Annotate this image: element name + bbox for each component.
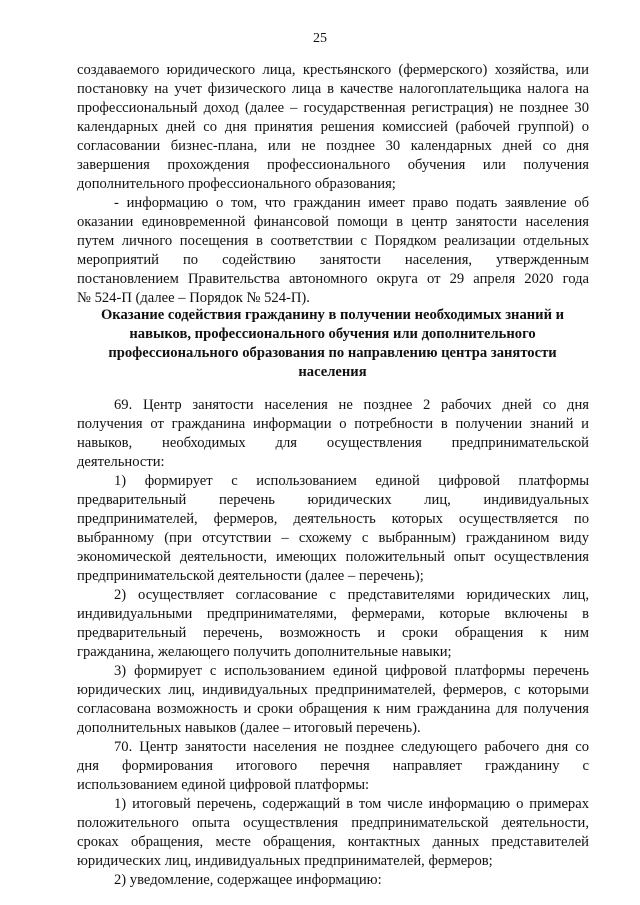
text-line: путем личного посещения в соответствии с Порядком реализации отдельных <box>77 233 589 249</box>
text-line: индивидуальными предпринимателями, фермерами, которые включены в <box>77 606 589 622</box>
section-heading-line: населения <box>298 364 367 380</box>
text-line: завершения прохождения профессионального обучения или получения <box>77 157 589 173</box>
text-line: 3) формирует с использованием единой цифровой платформы перечень <box>114 663 589 679</box>
text-line: № 524-П (далее – Порядок № 524-П). <box>77 290 310 306</box>
text-line: предпринимателей, фермеров, деятельность которых осуществляется по <box>77 511 589 527</box>
text-line: получения от гражданина информации о потребности в получении знаний и <box>77 416 589 432</box>
text-line: - информацию о том, что гражданин имеет право подать заявление об <box>114 195 589 211</box>
text-line: согласована возможность и сроки обращения к ним гражданина для получения <box>77 701 589 717</box>
text-line: навыков, необходимых для осуществления предпринимательской <box>77 435 589 451</box>
text-line: 69. Центр занятости населения не позднее 2 рабочих дней со дня <box>114 397 589 413</box>
text-line: календарных дней со дня принятия решения комиссией (рабочей группой) о <box>77 119 589 135</box>
section-heading-line: Оказание содействия гражданину в получении необходимых знаний и <box>100 307 565 323</box>
text-line: гражданина, желающего получить дополнительные навыки; <box>77 644 452 660</box>
page-number: 25 <box>313 31 327 46</box>
text-line: дополнительного профессионального образования; <box>77 176 396 192</box>
text-line: 2) осуществляет согласование с представителями юридических лиц, <box>114 587 589 603</box>
text-line: оказании единовременной финансовой помощи в центр занятости населения <box>77 214 589 230</box>
text-line: выбранному (при отсутствии – схожему с выбранным) гражданином виду <box>77 530 589 546</box>
text-line: положительного опыта осуществления предпринимательской деятельности, <box>77 815 589 831</box>
text-line: сроках обращения, месте обращения, контактных данных представителей <box>77 834 589 850</box>
text-line: постановку на учет физического лица в качестве налогоплательщика налога на <box>77 81 589 97</box>
text-line: 1) формирует с использованием единой цифровой платформы <box>114 473 589 489</box>
text-line: использованием единой цифровой платформы: <box>77 777 370 793</box>
text-line: предварительный перечень, возможность и сроки обращения к ним <box>77 625 589 641</box>
text-line: предпринимательской деятельности (далее – перечень); <box>77 568 424 584</box>
text-line: мероприятий по содействию занятости населения, утвержденным <box>77 252 589 268</box>
text-line: постановлением Правительства автономного округа от 29 апреля 2020 года <box>77 271 589 287</box>
text-line: 1) итоговый перечень, содержащий в том числе информацию о примерах <box>114 796 589 812</box>
section-heading-line: профессионального образования по направлению центра занятости <box>108 345 557 361</box>
text-line: предварительный перечень юридических лиц, индивидуальных <box>77 492 589 508</box>
text-line: экономической деятельности, имеющих положительный опыт осуществления <box>77 549 589 565</box>
text-line: юридических лиц, индивидуальных предпринимателей, фермеров, с которыми <box>77 682 589 698</box>
text-line: профессиональный доход (далее – государственная регистрация) не позднее 30 <box>77 100 589 116</box>
section-heading-line: навыков, профессионального обучения или дополнительного <box>129 326 536 342</box>
text-line: юридических лиц, индивидуальных предпринимателей, фермеров; <box>77 853 493 869</box>
text-line: 70. Центр занятости населения не позднее следующего рабочего дня со <box>114 739 589 755</box>
text-line: деятельности: <box>77 454 165 470</box>
text-line: дня формирования итогового перечня направляет гражданину с <box>77 758 589 774</box>
text-line: создаваемого юридического лица, крестьянского (фермерского) хозяйства, или <box>77 62 589 78</box>
text-line: 2) уведомление, содержащее информацию: <box>114 872 382 888</box>
text-line: дополнительных навыков (далее – итоговый перечень). <box>77 720 421 736</box>
text-line: согласовании бизнес-плана, или не позднее 30 календарных дней со дня <box>77 138 589 154</box>
